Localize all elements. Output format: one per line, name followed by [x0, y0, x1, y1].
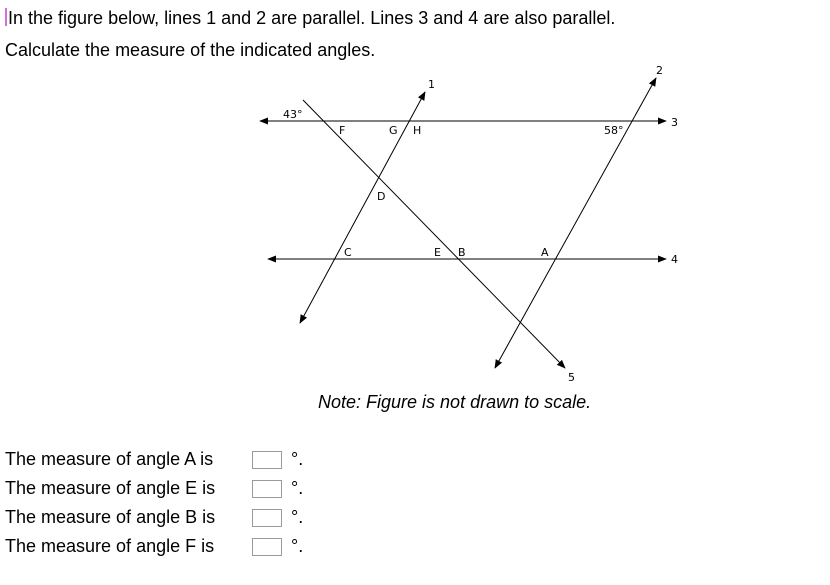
degree-unit: °. [291, 449, 304, 469]
problem-line-2: Calculate the measure of the indicated angles. [5, 40, 376, 60]
question-angle-e [5, 474, 303, 503]
line-4-label: 4 [671, 253, 678, 266]
line-1-label: 1 [428, 78, 435, 91]
degree-unit: °. [291, 478, 304, 498]
line-1 [300, 92, 425, 323]
figure-note: Note: Figure is not drawn to scale. [318, 392, 592, 412]
line-3-label: 3 [671, 116, 678, 129]
point-d-label: D [377, 190, 386, 203]
line-5 [303, 100, 565, 368]
point-g-label: G [389, 124, 398, 137]
problem-line-1: In the figure below, lines 1 and 2 are parallel. Lines 3 and 4 are also parallel. [5, 2, 615, 34]
question-angle-b [5, 503, 303, 532]
point-f-label: F [339, 124, 346, 137]
given-angle-58: 58° [604, 124, 624, 137]
answer-form [5, 445, 303, 561]
point-c-label: C [344, 246, 352, 259]
question-label: The measure of angle B is [5, 507, 216, 527]
angle-f-input[interactable] [252, 538, 282, 556]
point-h-label: H [413, 124, 422, 137]
question-angle-a [5, 445, 303, 474]
point-a-label: A [541, 246, 549, 259]
degree-unit: °. [291, 536, 304, 556]
line-2-label: 2 [656, 64, 663, 77]
angle-e-input[interactable] [252, 480, 282, 498]
point-b-label: B [458, 246, 466, 259]
angle-b-input[interactable] [252, 509, 282, 527]
question-label: The measure of angle E is [5, 478, 216, 498]
line-5-label: 5 [568, 371, 575, 384]
point-e-label: E [434, 246, 441, 259]
question-label: The measure of angle F is [5, 536, 215, 556]
angle-a-input[interactable] [252, 451, 282, 469]
question-angle-f [5, 532, 303, 561]
degree-unit: °. [291, 507, 304, 527]
given-angle-43: 43° [283, 108, 303, 121]
question-label: The measure of angle A is [5, 449, 214, 469]
